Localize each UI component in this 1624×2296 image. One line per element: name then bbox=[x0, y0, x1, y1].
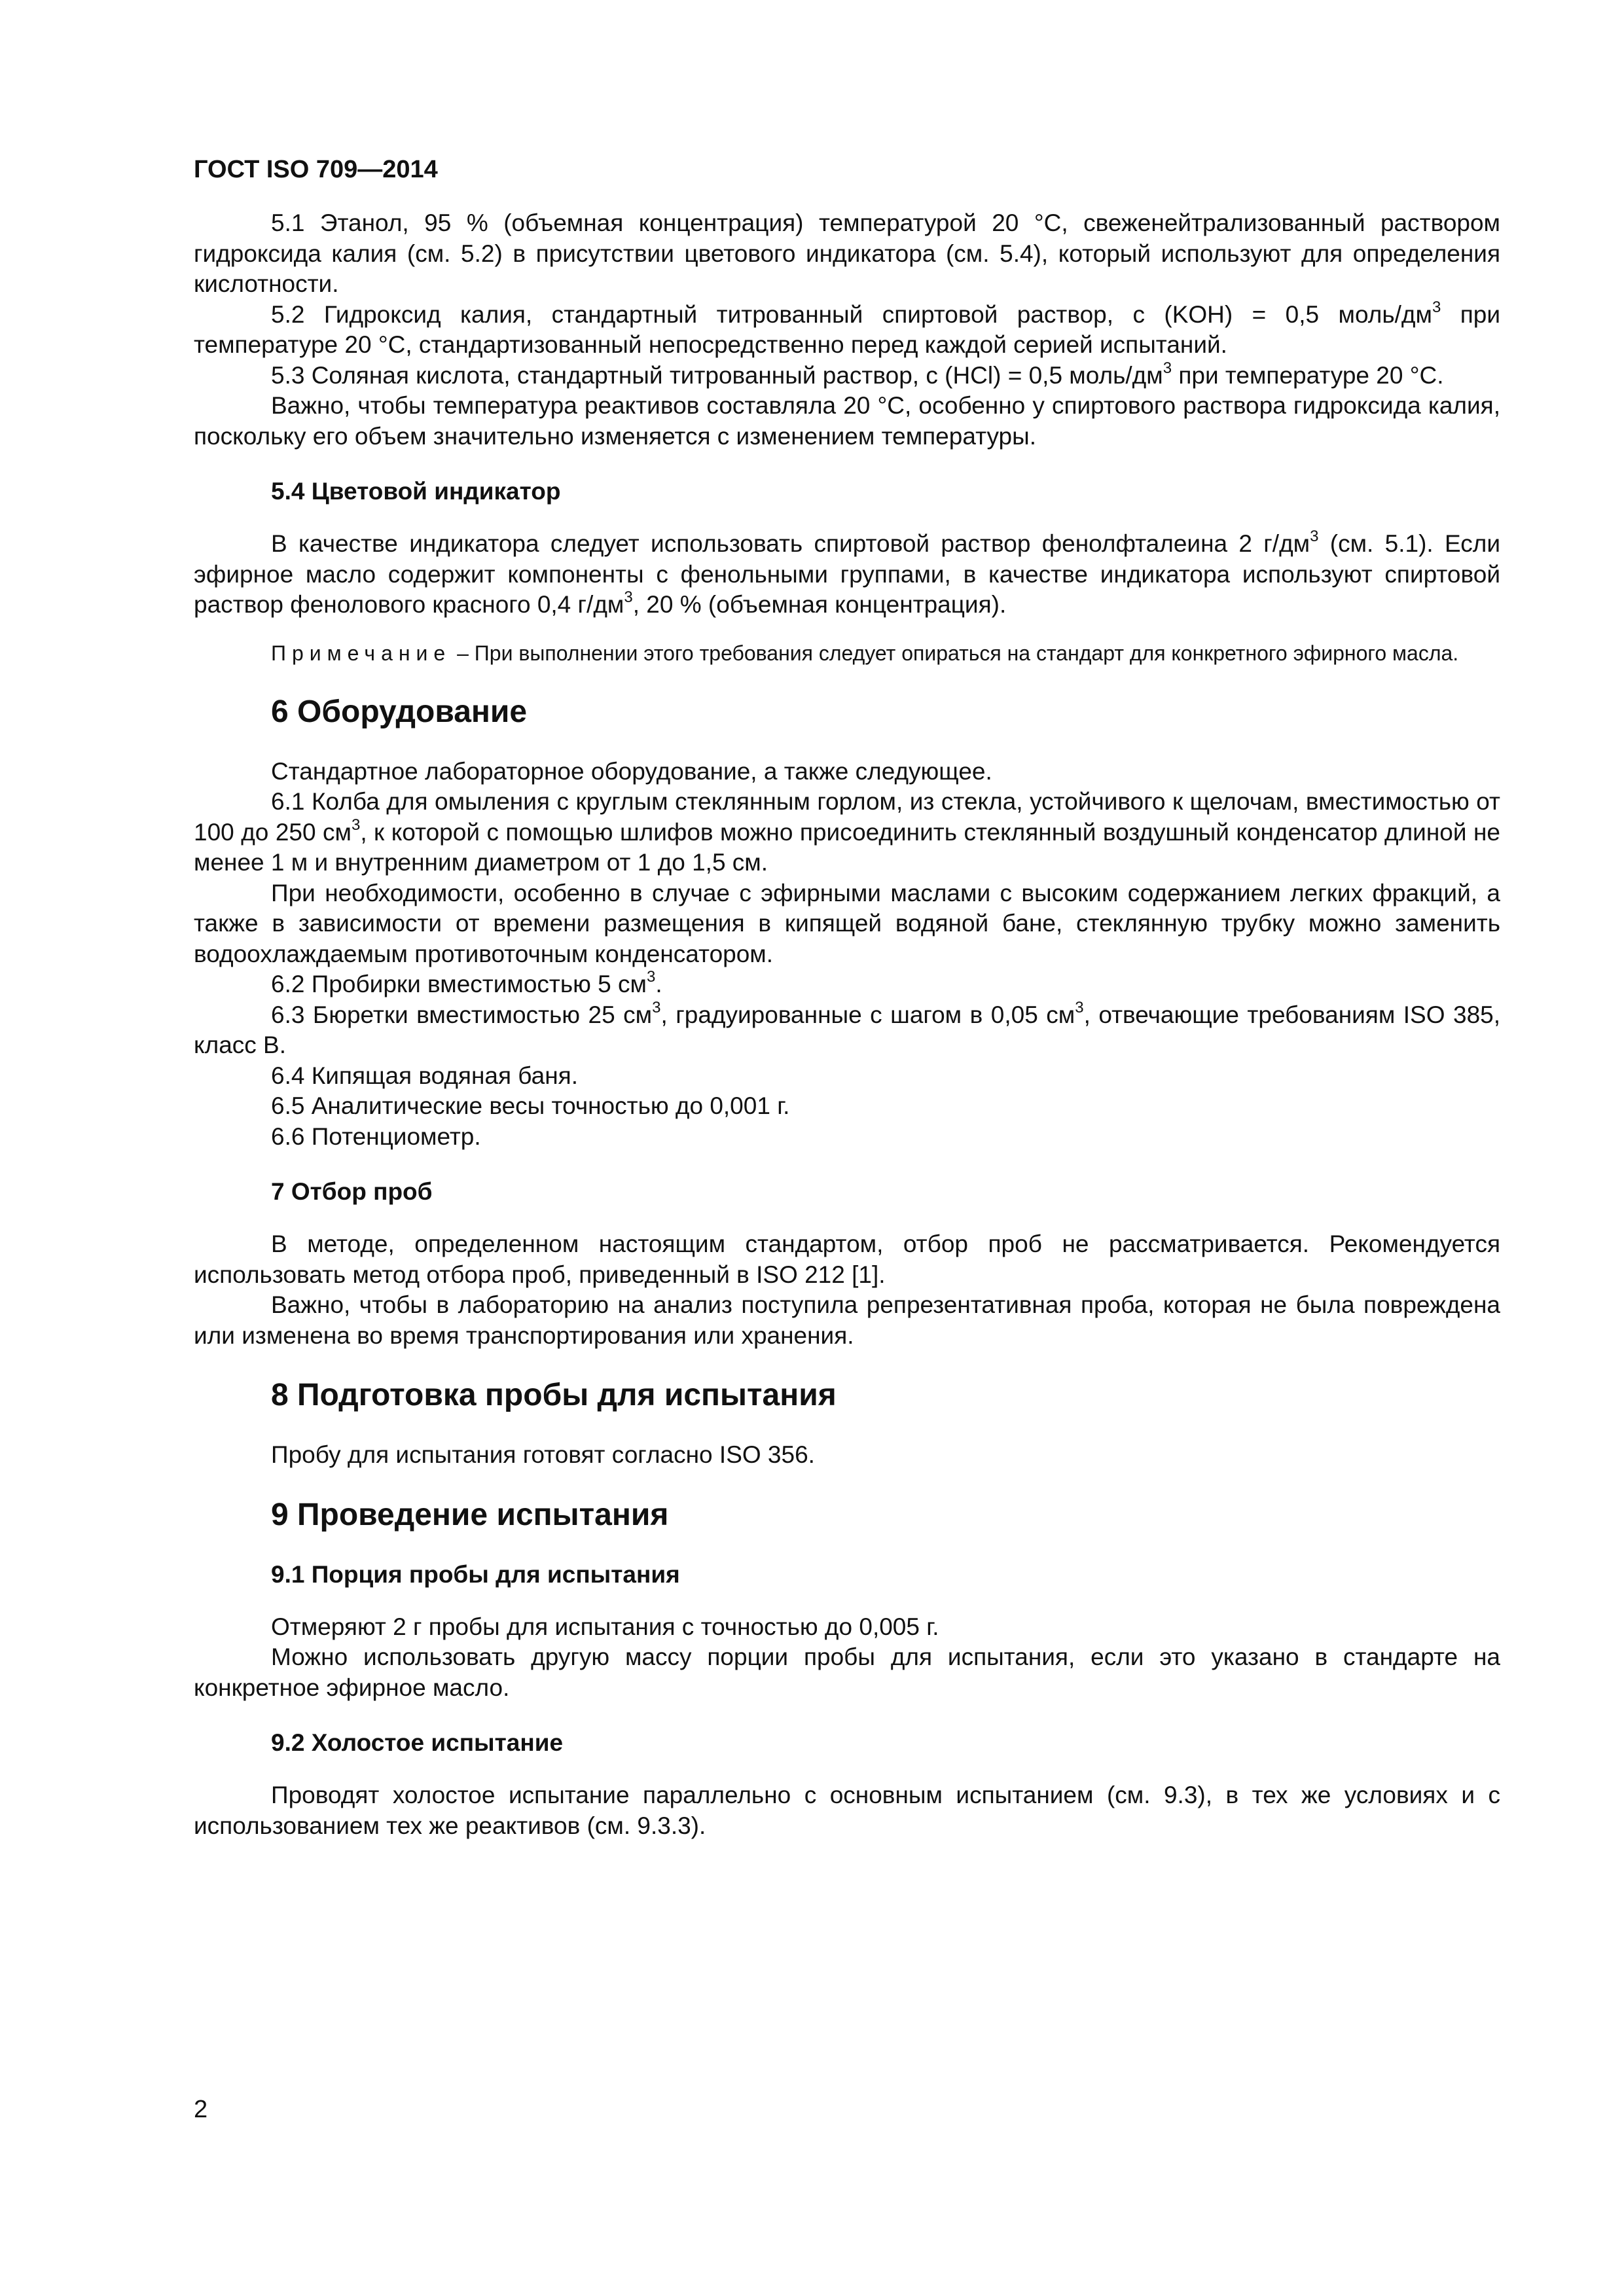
paragraph-6-1: 6.1 Колба для омыления с круглым стеклянным горлом, из стекла, устойчивого к щелочам, вместимостью от 100 до 250 $см^3$, к которой с помощью шлифов можно присоединить стеклянный воздушный конденсатор длиной не менее 1 м и внутренним диаметром от 1 до 1,5 см. bbox=[194, 788, 1500, 876]
note-label: Примечание bbox=[271, 641, 452, 665]
paragraph-6-intro: Стандартное лабораторное оборудование, а также следующее. bbox=[271, 757, 992, 785]
paragraph-9-1-b: Можно использовать другую массу порции пробы для испытания, если это указано в стандарте на конкретное эфирное масло. bbox=[194, 1643, 1500, 1701]
paragraph-6-2: 6.2 Пробирки вместимостью 5 $см^3$. bbox=[271, 968, 662, 997]
paragraph-9-1-a: Отмеряют 2 г пробы для испытания с точностью до 0,005 г. bbox=[271, 1613, 939, 1640]
paragraph-6-4: 6.4 Кипящая водяная баня. bbox=[271, 1062, 578, 1089]
paragraph-5-2: 5.2 Гидроксид калия, стандартный титрованный спиртовой раствор, c (KOH) = 0,5 моль/$дм^3$ при температуре 20 °С, стандартизованный непосредственно перед каждой серией испытаний. bbox=[194, 298, 1501, 358]
paragraph-indicator: В качестве индикатора следует использовать спиртовой раствор фенолфталеина 2 $г/дм^3$ (см. 5.1). Если эфирное масло содержит компоненты с фенольными группами, в качестве индикатора используют спиртовой раствор фенолового красного 0,4 $г/дм^3$, 20 % (объемная концентрация). bbox=[194, 528, 1501, 618]
heading-9-2: 9.2 Холостое испытание bbox=[271, 1729, 564, 1756]
heading-9-1: 9.1 Порция пробы для испытания bbox=[271, 1560, 680, 1588]
paragraph-7-2: Важно, чтобы в лабораторию на анализ поступила репрезентативная проба, которая не была повреждена или изменена во время транспортирования или хранения. bbox=[194, 1291, 1500, 1349]
paragraph-6-3: 6.3 Бюретки вместимостью 25 $см^3$, градуированные с шагом в 0,05 $см^3$, отвечающие требованиям ISO 385, класс В. bbox=[194, 998, 1501, 1058]
document-page bbox=[194, 154, 1500, 1841]
paragraph-6-1-extra: При необходимости, особенно в случае с эфирными маслами с высоким содержанием легких фракций, а также в зависимости от времени размещения в кипящей водяной бане, стеклянную трубку можно заменить водоохлаждаемым противоточным конденсатором. bbox=[194, 879, 1500, 967]
paragraph-8-1: Пробу для испытания готовят согласно ISO 356. bbox=[271, 1441, 815, 1468]
heading-7: 7 Отбор проб bbox=[271, 1178, 433, 1205]
heading-5-4: 5.4 Цветовой индикатор bbox=[271, 478, 561, 505]
page-number: 2 bbox=[194, 2096, 208, 2123]
note: Примечание – При выполнении этого требования следует опираться на стандарт для конкретного эфирного масла. bbox=[271, 641, 1459, 665]
paragraph-6-6: 6.6 Потенциометр. bbox=[271, 1122, 481, 1150]
paragraph-5-1: 5.1 Этанол, 95 % (объемная концентрация) температурой 20 °С, свеженейтрализованный раствором гидроксида калия (см. 5.2) в присутствии цветового индикатора (см. 5.4), который используют для определения кислотности. bbox=[194, 209, 1500, 297]
section-6-title: 6 Оборудование bbox=[271, 694, 528, 729]
section-8-title: 8 Подготовка пробы для испытания bbox=[271, 1378, 837, 1412]
running-header: ГОСТ ISO 709—2014 bbox=[194, 156, 438, 183]
paragraph-6-5: 6.5 Аналитические весы точностью до 0,001 г. bbox=[271, 1092, 790, 1119]
paragraph-5-3: 5.3 Соляная кислота, стандартный титрованный раствор, c (HCl) = 0,5 моль/$дм^3$ при температуре 20 °С. bbox=[271, 359, 1444, 389]
paragraph-9-2: Проводят холостое испытание параллельно с основным испытанием (см. 9.3), в тех же условиях и с использованием тех же реактивов (см. 9.3.3). bbox=[194, 1782, 1500, 1839]
section-9-title: 9 Проведение испытания bbox=[271, 1497, 669, 1532]
paragraph-temperature-note: Важно, чтобы температура реактивов составляла 20 °С, особенно у спиртового раствора гидроксида калия, поскольку его объем значительно изменяется с изменением температуры. bbox=[194, 392, 1500, 450]
paragraph-7-1: В методе, определенном настоящим стандартом, отбор проб не рассматривается. Рекомендуется использовать метод отбора проб, приведенный в ISO 212 [1]. bbox=[194, 1230, 1500, 1288]
